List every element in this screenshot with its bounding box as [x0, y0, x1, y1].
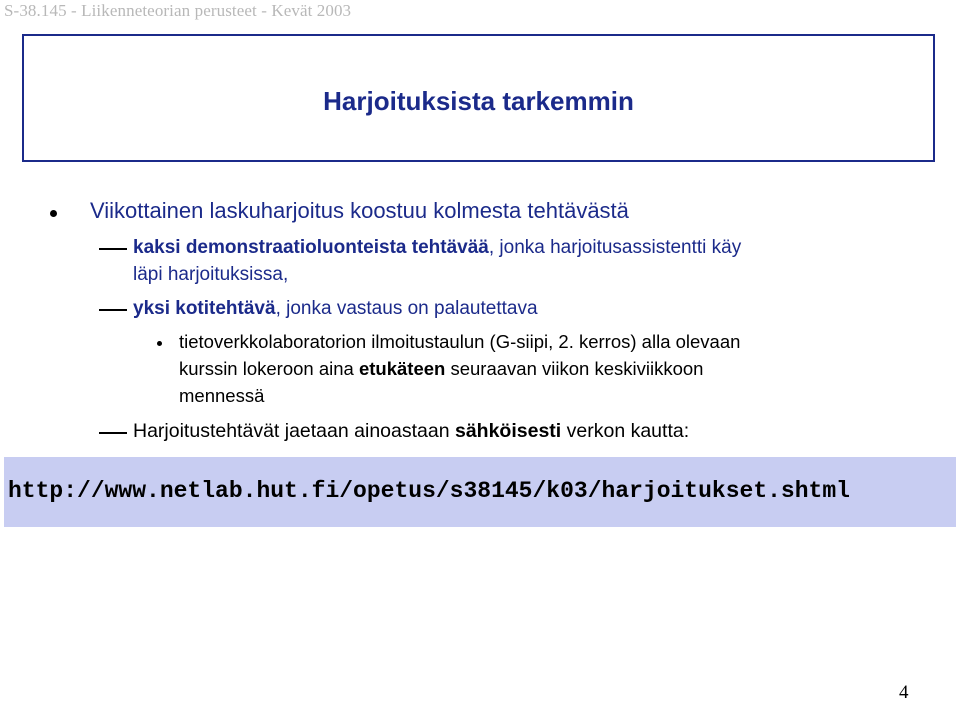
subitem-line2 — [179, 358, 703, 380]
item-distribution-pre: Harjoitustehtävät jaetaan ainoastaan — [133, 420, 455, 442]
sub-bullet-dot — [157, 341, 162, 346]
item-demonstration-rest: , jonka harjoitusassistentti käy — [488, 237, 742, 258]
subitem-line2-bold: etukäteen — [358, 358, 446, 379]
dash-marker — [99, 248, 127, 250]
exercises-url-link[interactable]: http://www.netlab.hut.fi/opetus/s38145/k03/harjoitukset.shtml — [8, 478, 850, 504]
subitem-line3: mennessä — [179, 385, 265, 406]
item-demonstration-cont: läpi harjoituksissa, — [133, 264, 289, 285]
item-distribution — [133, 420, 689, 443]
slide-title: Harjoituksista tarkemmin — [323, 85, 634, 116]
page-number: 4 — [899, 682, 909, 703]
subitem-line2-post: seuraavan viikon keskiviikkoon — [445, 358, 704, 379]
item-distribution-post: verkon kautta: — [561, 420, 690, 442]
item-home-task — [133, 298, 538, 320]
item-home-rest: , jonka vastaus on palautettava — [275, 298, 538, 319]
course-header: S-38.145 - Liikenneteorian perusteet - Kevät 2003 — [4, 1, 352, 20]
dash-marker — [99, 432, 127, 434]
item-demonstration-bold: kaksi demonstraatioluonteista tehtävää — [133, 237, 489, 258]
bullet-weekly-exercise: Viikottainen laskuharjoitus koostuu kolmesta tehtävästä — [90, 198, 629, 223]
bullet-dot — [50, 210, 57, 217]
dash-marker — [99, 309, 127, 311]
item-distribution-bold: sähköisesti — [454, 420, 562, 442]
item-demonstration-tasks — [133, 237, 741, 259]
subitem-line1: tietoverkkolaboratorion ilmoitustaulun (G-siipi, 2. kerros) alla olevaan — [179, 331, 741, 352]
title-box — [22, 34, 935, 162]
subitem-line2-pre: kurssin lokeroon aina — [179, 358, 359, 379]
item-home-bold: yksi kotitehtävä — [133, 298, 276, 319]
